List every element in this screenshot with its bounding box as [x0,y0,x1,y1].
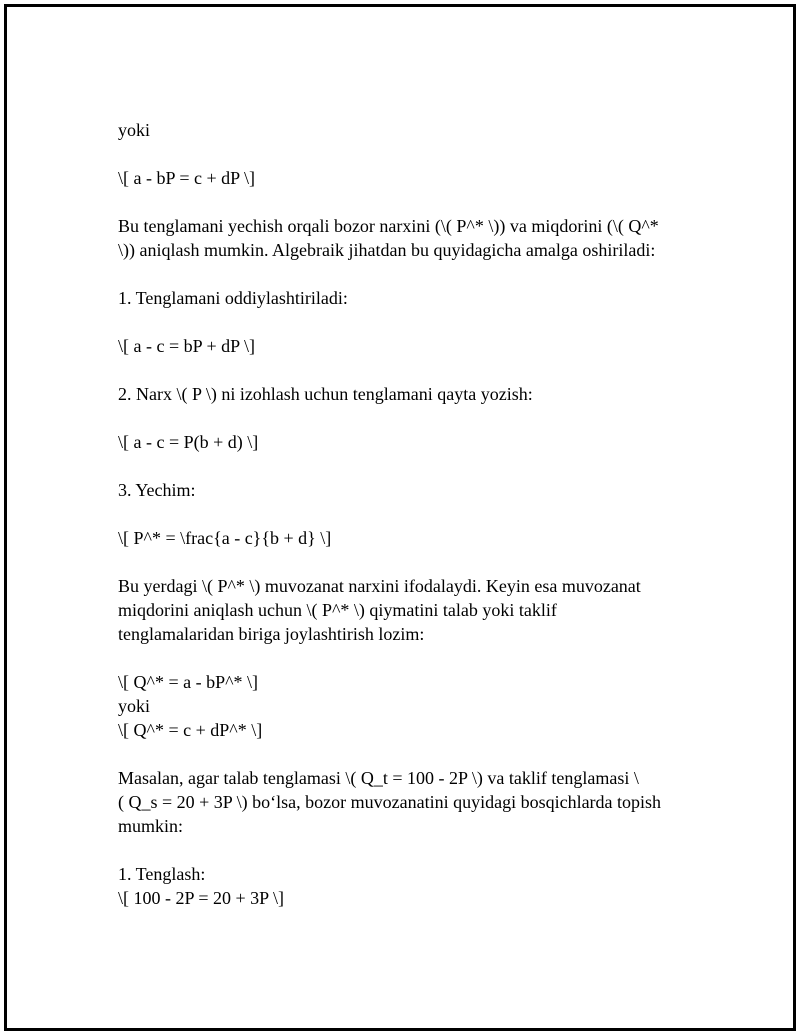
text-line: tenglamalaridan biriga joylashtirish lozim: [118,624,425,644]
equation-line: \[ a - c = P(b + d) \] [118,432,259,452]
blank-line [118,142,688,166]
blank-line [118,310,688,334]
equation-line: \[ Q^* = c + dP^* \] [118,720,263,740]
equation-line: \[ a - bP = c + dP \] [118,168,255,188]
blank-line [118,454,688,478]
text-line: miqdorini aniqlash uchun \( P^* \) qiymatini talab yoki taklif [118,600,557,620]
text-line: ( Q_s = 20 + 3P \) bo‘lsa, bozor muvozanatini quyidagi bosqichlarda topish [118,792,662,812]
list-item: 3. Yechim: [118,480,196,500]
text-line: Bu tenglamani yechish orqali bozor narxini (\( P^* \)) va miqdorini (\( Q^* [118,216,659,236]
blank-line [118,838,688,862]
document-body [118,118,688,910]
list-item: 2. Narx \( P \) ni izohlash uchun tenglamani qayta yozish: [118,384,533,404]
blank-line [118,190,688,214]
equation-line: \[ P^* = \frac{a - c}{b + d} \] [118,528,332,548]
equation-line: \[ Q^* = a - bP^* \] [118,672,259,692]
blank-line [118,550,688,574]
blank-line [118,406,688,430]
text-line: Bu yerdagi \( P^* \) muvozanat narxini ifodalaydi. Keyin esa muvozanat [118,576,641,596]
list-item: 1. Tenglash: [118,864,206,884]
blank-line [118,502,688,526]
text-line: mumkin: [118,816,184,836]
text-line: yoki [118,696,151,716]
list-item: 1. Tenglamani oddiylashtiriladi: [118,288,348,308]
blank-line [118,262,688,286]
blank-line [118,358,688,382]
equation-line: \[ a - c = bP + dP \] [118,336,255,356]
blank-line [118,646,688,670]
text-line: Masalan, agar talab tenglamasi \( Q_t = 100 - 2P \) va taklif tenglamasi \ [118,768,639,788]
text-line: \)) aniqlash mumkin. Algebraik jihatdan bu quyidagicha amalga oshiriladi: [118,240,656,260]
text-line: yoki [118,120,151,140]
equation-line: \[ 100 - 2P = 20 + 3P \] [118,888,284,908]
blank-line [118,742,688,766]
